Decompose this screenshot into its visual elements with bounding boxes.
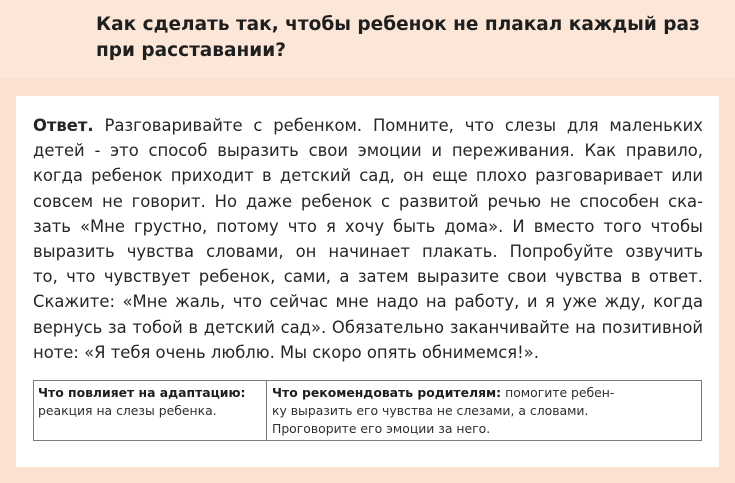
recommendation-text-line: ку выразить его чувства не слезами, а словами.: [272, 403, 589, 418]
adaptation-heading: Что повлияет на адаптацию:: [38, 385, 246, 400]
answer-text: [33, 113, 703, 365]
answer-line: Скажите: «Мне жаль, что сейчас мне надо на работу, и я уже жду, когда: [33, 292, 703, 312]
info-table: [33, 380, 702, 441]
answer-line: выразить чувства словами, он начинает плакать. Попробуйте озвучить: [33, 242, 703, 262]
question-line: Как сделать так, чтобы ребенок не плакал каждый раз: [96, 14, 700, 35]
answer-line: [33, 113, 703, 138]
question-line: при расставании?: [96, 40, 286, 61]
answer-line: зать «Мне грустно, потому что я хочу быть дома». И вместо того чтобы: [33, 216, 703, 236]
recommendation-cell: [267, 381, 701, 440]
answer-line: ноте: «Я тебя очень люблю. Мы скоро опять обнимемся!».: [33, 342, 539, 362]
recommendation-text-line: помогите ребен-: [505, 385, 615, 400]
adaptation-text: реакция на слезы ребенка.: [38, 403, 217, 418]
answer-line: когда ребенок приходит в детский сад, он еще плохо разговаривает или: [33, 166, 703, 186]
answer-line: то, что чувствует ребенок, сами, а затем выразите свои чувства в ответ.: [33, 267, 703, 287]
recommendation-heading: Что рекомендовать родителям:: [272, 385, 502, 400]
recommendation-text-line: Проговорите его эмоции за него.: [272, 421, 491, 436]
answer-line: детей - это способ выразить свои эмоции и переживания. Как правило,: [33, 141, 703, 161]
question-heading: [96, 12, 716, 64]
answer-line: совсем не говорит. Но даже ребенок с развитой речью не способен ска-: [33, 191, 703, 211]
answer-label: Ответ.: [33, 116, 94, 135]
adaptation-cell: [34, 381, 267, 440]
answer-line-text: Разговаривайте с ребенком. Помните, что слезы для маленьких: [104, 116, 703, 135]
answer-line: вернусь за тобой в детский сад». Обязательно заканчивайте на позитивной: [33, 317, 703, 337]
